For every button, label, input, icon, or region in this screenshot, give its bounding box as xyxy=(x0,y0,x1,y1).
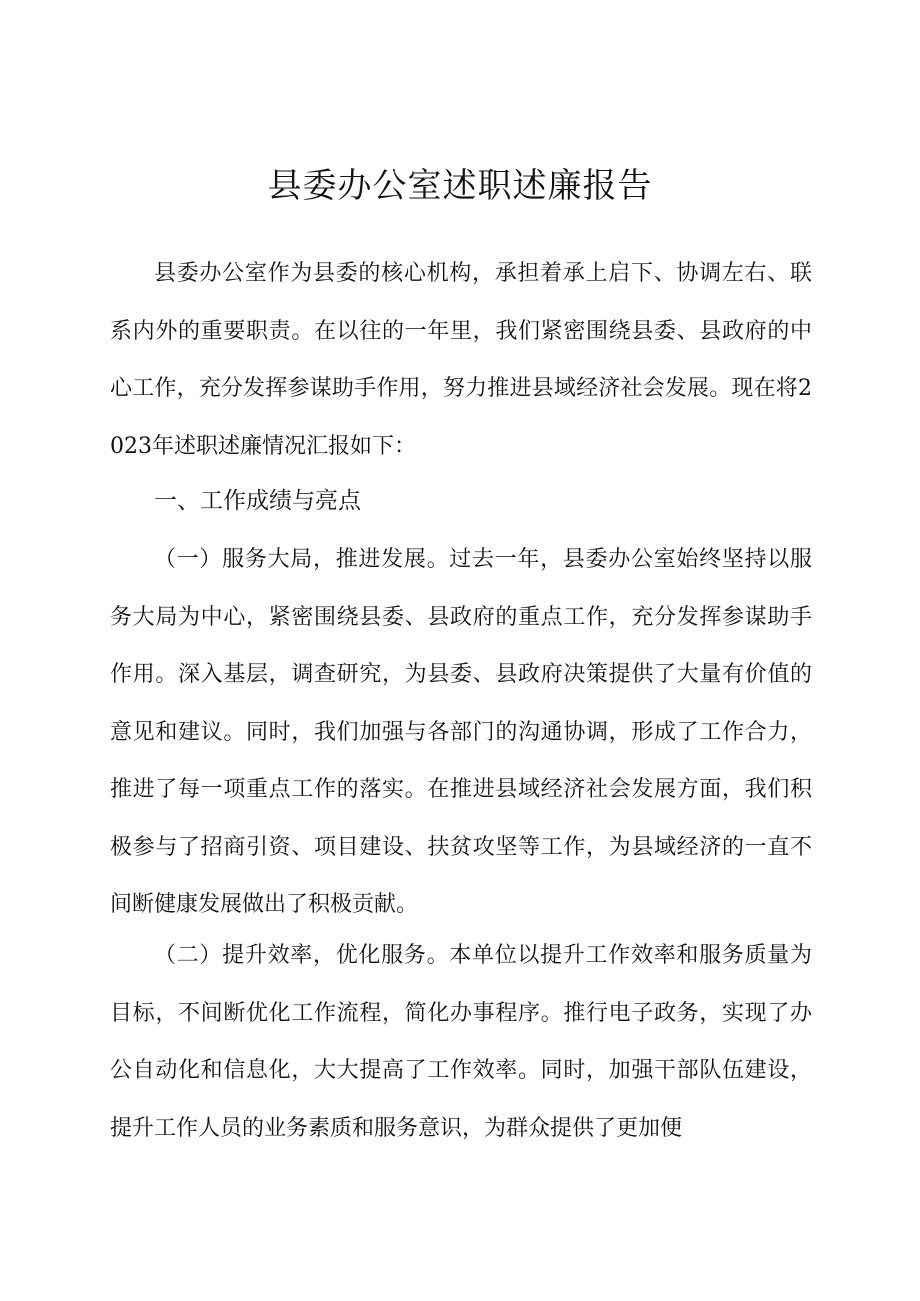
document-title: 县委办公室述职述廉报告 xyxy=(267,166,653,206)
section-heading-achievements: 一、工作成绩与亮点 xyxy=(154,488,361,514)
intro-paragraph: 县委办公室作为县委的核心机构，承担着承上启下、协调左右、联系内外的重要职责。在以往的一年里，我们紧密围绕县委、县政府的中心工作，充分发挥参谋助手作用，努力推进县域经济社会发展。现在将2023年述职述廉情况汇报如下： xyxy=(110,261,812,459)
paragraph-serve-overall: （一）服务大局，推进发展。过去一年，县委办公室始终坚持以服务大局为中心，紧密围绕县委、县政府的重点工作，充分发挥参谋助手作用。深入基层，调查研究，为县委、县政府决策提供了大量有价值的意见和建议。同时，我们加强与各部门的沟通协调，形成了工作合力，推进了每一项重点工作的落实。在推进县域经济社会发展方面，我们积极参与了招商引资、项目建设、扶贫攻坚等工作，为县域经济的一直不间断健康发展做出了积极贡献。 xyxy=(110,547,812,917)
paragraph-improve-efficiency: （二）提升效率，优化服务。本单位以提升工作效率和服务质量为目标，不间断优化工作流程，简化办事程序。推行电子政务，实现了办公自动化和信息化，大大提高了工作效率。同时，加强干部队伍建设，提升工作人员的业务素质和服务意识，为群众提供了更加便 xyxy=(110,943,812,1141)
